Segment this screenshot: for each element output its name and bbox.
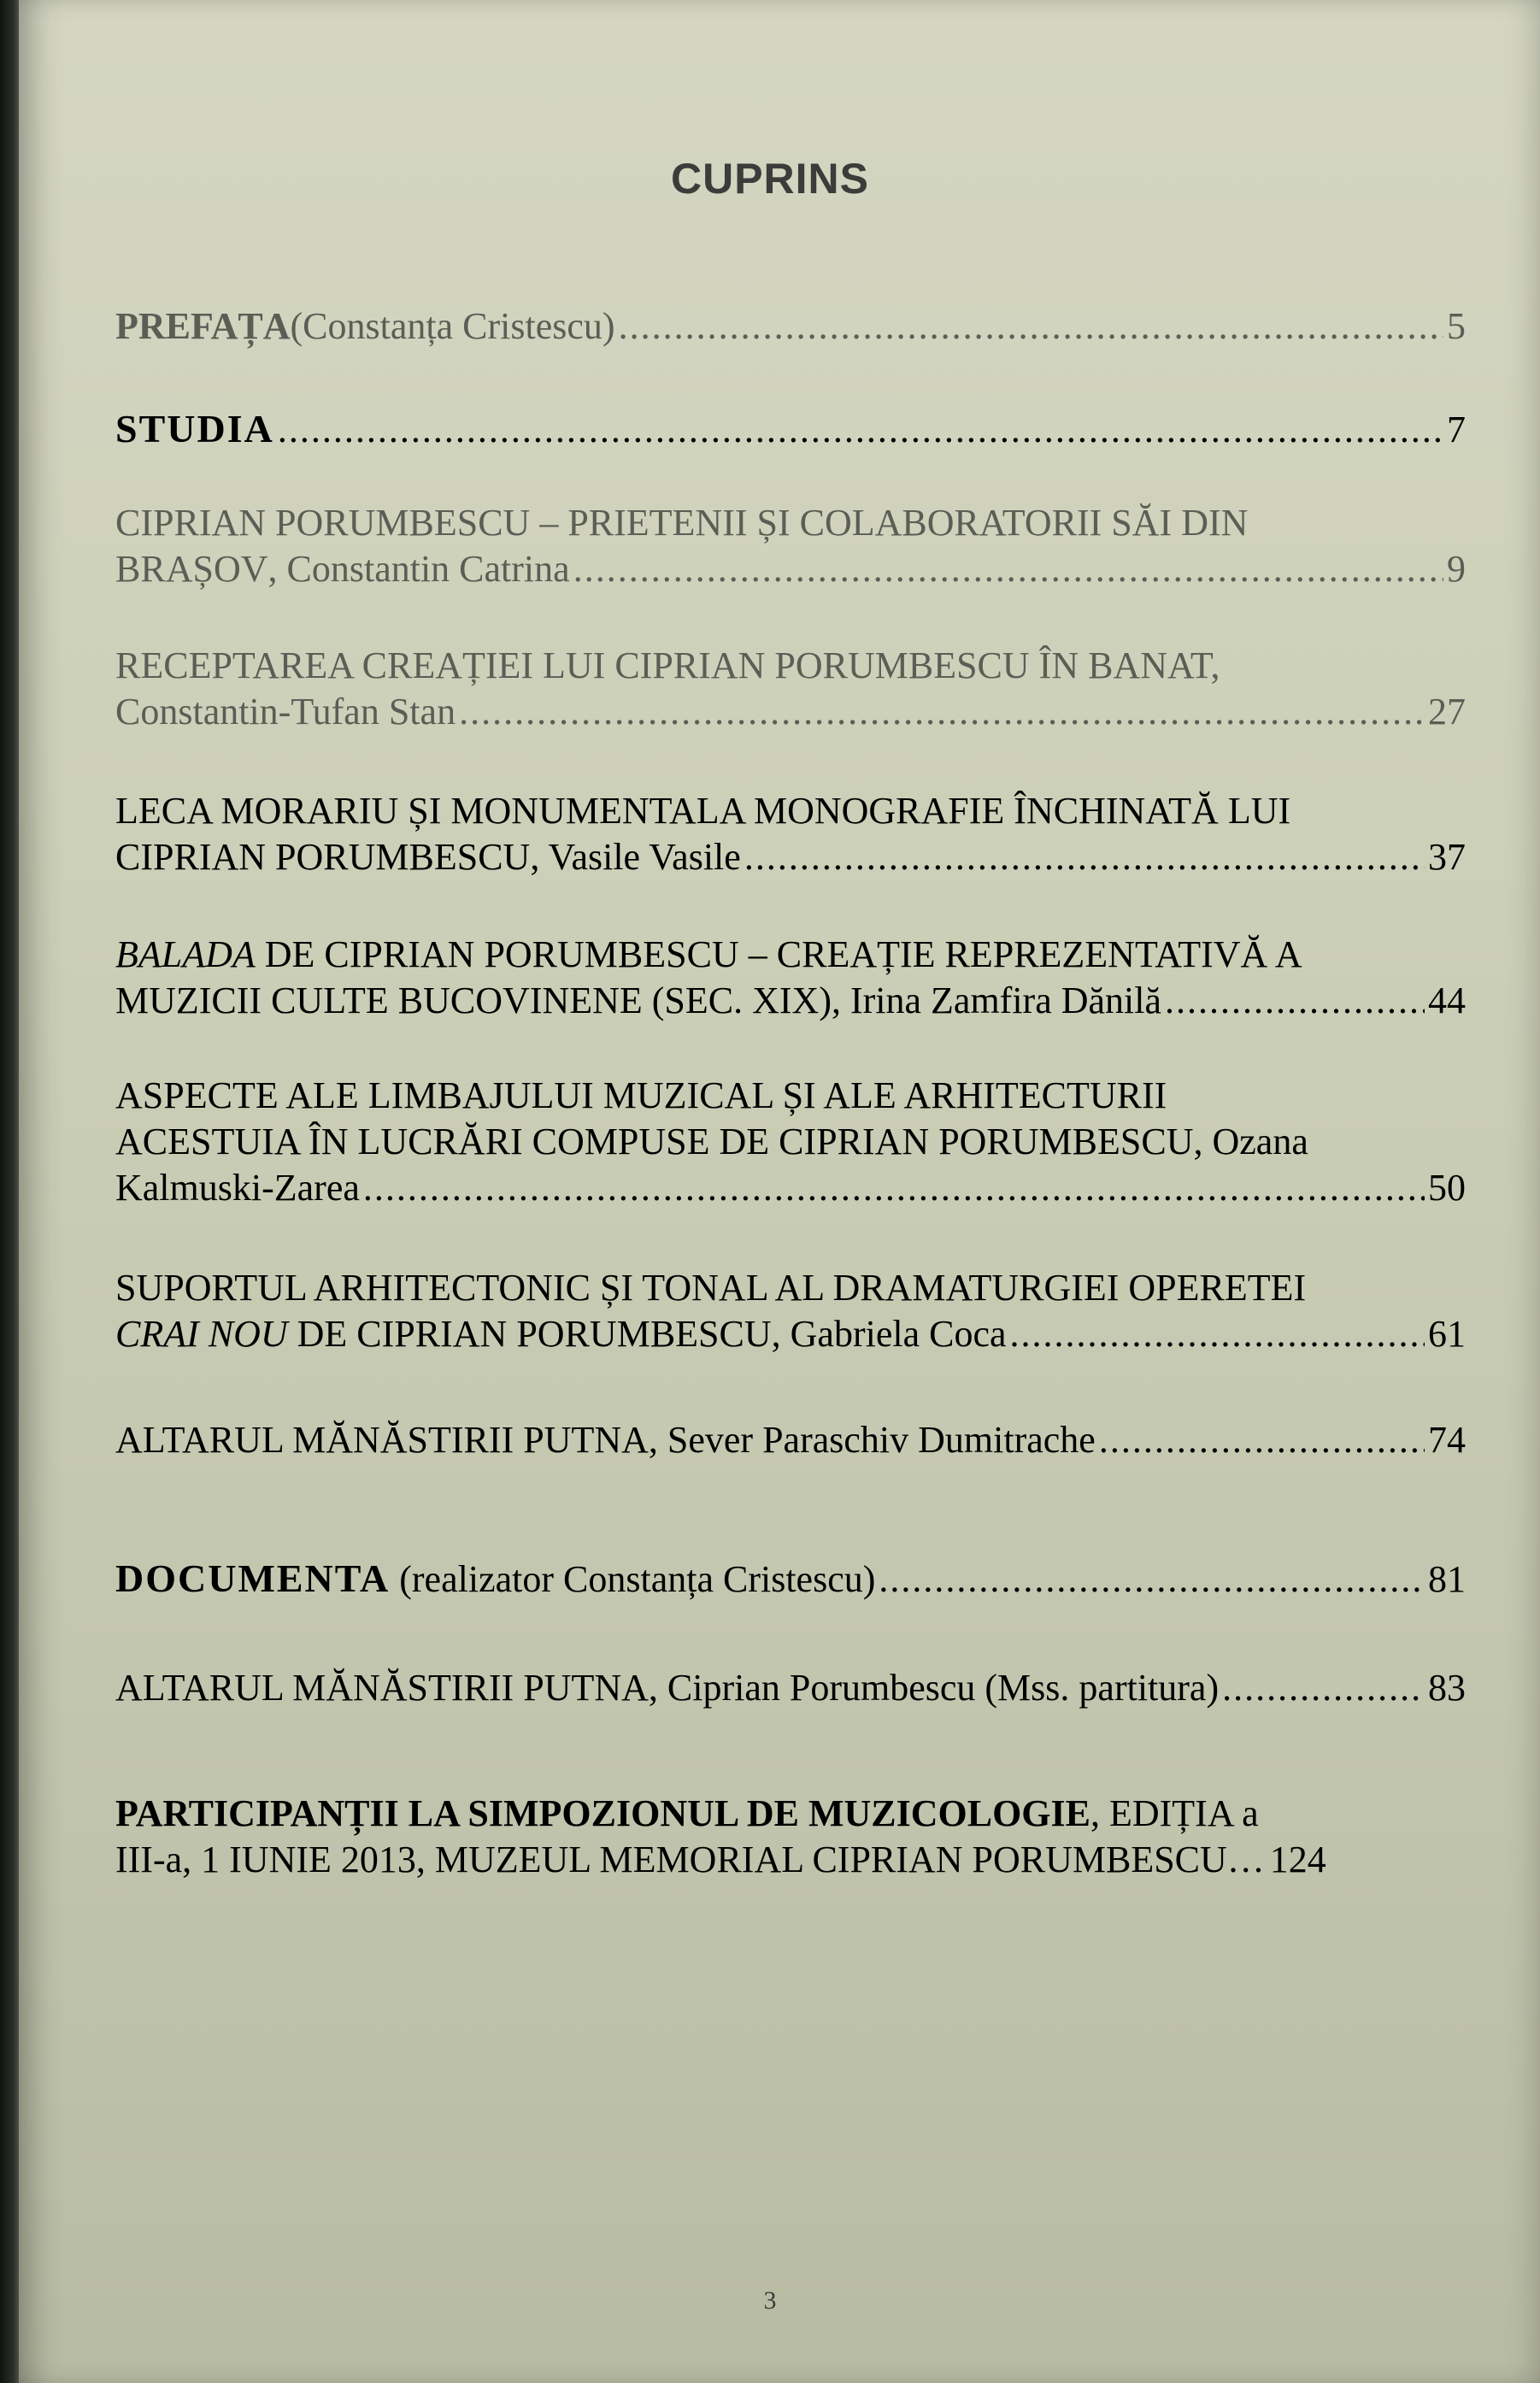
toc-leader-dots <box>744 834 1425 880</box>
toc-entry-author: Kalmuski-Zarea <box>115 1167 360 1209</box>
toc-page-number: 37 <box>1428 836 1466 878</box>
toc-page-number: 124 <box>1269 1839 1326 1880</box>
toc-section-title: DOCUMENTA <box>115 1556 391 1600</box>
toc-leader-dots <box>573 546 1443 592</box>
toc-page-number: 74 <box>1428 1419 1466 1461</box>
toc-entry-balada <box>115 932 1466 1024</box>
toc-page-number: 83 <box>1428 1667 1466 1709</box>
toc-entry-prefata <box>115 303 1466 350</box>
toc-entry-title-line: LECA MORARIU ȘI MONUMENTALA MONOGRAFIE ÎNCHINATĂ LUI <box>115 790 1291 832</box>
toc-entry-title: ALTARUL MĂNĂSTIRII PUTNA <box>115 1667 649 1709</box>
toc-entry-title-line: , EDIȚIA a <box>1090 1792 1259 1834</box>
toc-entry-altarul-1 <box>115 1417 1466 1463</box>
toc-entry-author: , Sever Paraschiv Dumitrache <box>648 1419 1096 1461</box>
toc-leader-dots <box>278 407 1443 453</box>
toc-entry-title: PREFAȚA <box>115 305 291 347</box>
toc-section-title: STUDIA <box>115 407 274 450</box>
page-number: 3 <box>763 2286 777 2315</box>
toc-leader-dots <box>879 1556 1425 1603</box>
toc-entry-title-line: ACESTUIA ÎN LUCRĂRI COMPUSE DE CIPRIAN PORUMBESCU, Ozana <box>115 1121 1308 1162</box>
toc-entry-altarul-2 <box>115 1665 1466 1711</box>
toc-entry-author: , Gabriela Coca <box>771 1313 1007 1355</box>
toc-entry-title-line: III-a, 1 IUNIE 2013, MUZEUL MEMORIAL CIPRIAN PORUMBESCU… <box>115 1839 1265 1880</box>
toc-entry-title: DE CIPRIAN PORUMBESCU <box>287 1313 772 1355</box>
toc-page-number: 44 <box>1428 980 1466 1021</box>
toc-page-number: 27 <box>1428 691 1466 733</box>
toc-entry-title-line: CIPRIAN PORUMBESCU – PRIETENII ȘI COLABORATORII SĂI DIN <box>115 502 1249 544</box>
toc-entry-title-italic: BALADA <box>115 933 256 975</box>
toc-leader-dots <box>1010 1311 1425 1357</box>
toc-entry-title: MUZICII CULTE BUCOVINENE (SEC. XIX) <box>115 980 832 1021</box>
toc-leader-dots <box>1165 978 1425 1024</box>
toc-section-studia <box>115 406 1466 453</box>
toc-page-number: 61 <box>1428 1313 1466 1355</box>
toc-leader-dots <box>363 1165 1425 1211</box>
toc-page-number: 5 <box>1447 305 1466 347</box>
toc-entry-title: CIPRIAN PORUMBESCU <box>115 836 531 878</box>
toc-leader-dots <box>1222 1665 1425 1711</box>
toc-entry-author: (Constanța Cristescu) <box>290 305 615 347</box>
toc-entry-title-line: SUPORTUL ARHITECTONIC ȘI TONAL AL DRAMATURGIEI OPERETEI <box>115 1267 1307 1309</box>
toc-page-number: 50 <box>1428 1167 1466 1209</box>
toc-entry-author: , Ciprian Porumbescu (Mss. partitura) <box>648 1667 1220 1709</box>
toc-entry-author: , Constantin Catrina <box>267 548 570 590</box>
toc-section-documenta <box>115 1556 1466 1603</box>
toc-entry-title: BRAȘOV <box>115 548 268 590</box>
toc-entry-title-line: RECEPTAREA CREAȚIEI LUI CIPRIAN PORUMBESCU ÎN BANAT, <box>115 644 1220 686</box>
toc-entry-title-line: ASPECTE ALE LIMBAJULUI MUZICAL ȘI ALE ARHITECTURII <box>115 1074 1167 1116</box>
toc-entry-author: , Vasile Vasile <box>530 836 741 878</box>
toc-entry-aspecte <box>115 1073 1466 1211</box>
toc-page-number: 9 <box>1447 548 1466 590</box>
toc-entry-leca-morariu <box>115 788 1466 880</box>
toc-entry-title: PARTICIPANȚII LA SIMPOZIONUL DE MUZICOLOGIE <box>115 1792 1090 1834</box>
toc-leader-dots <box>619 303 1443 350</box>
book-spine-shadow <box>0 0 19 2383</box>
toc-entry-suportul <box>115 1265 1466 1357</box>
page-title: CUPRINS <box>670 155 870 203</box>
toc-entry-author: (realizator Constanța Cristescu) <box>390 1558 876 1600</box>
toc-page-number: 81 <box>1428 1558 1466 1600</box>
toc-entry-title: ALTARUL MĂNĂSTIRII PUTNA <box>115 1419 649 1461</box>
toc-entry-author: Constantin-Tufan Stan <box>115 691 456 733</box>
toc-entry-title-italic: CRAI NOU <box>115 1313 288 1355</box>
toc-entry-prietenii <box>115 500 1466 592</box>
toc-leader-dots <box>1099 1417 1425 1463</box>
toc-leader-dots <box>459 689 1425 735</box>
toc-entry-participantii <box>115 1791 1466 1883</box>
toc-entry-author: , Irina Zamfira Dănilă <box>831 980 1162 1021</box>
toc-entry-receptarea <box>115 643 1466 735</box>
toc-entry-title-line: DE CIPRIAN PORUMBESCU – CREAȚIE REPREZENTATIVĂ A <box>255 933 1302 975</box>
toc-page-number: 7 <box>1447 409 1466 450</box>
